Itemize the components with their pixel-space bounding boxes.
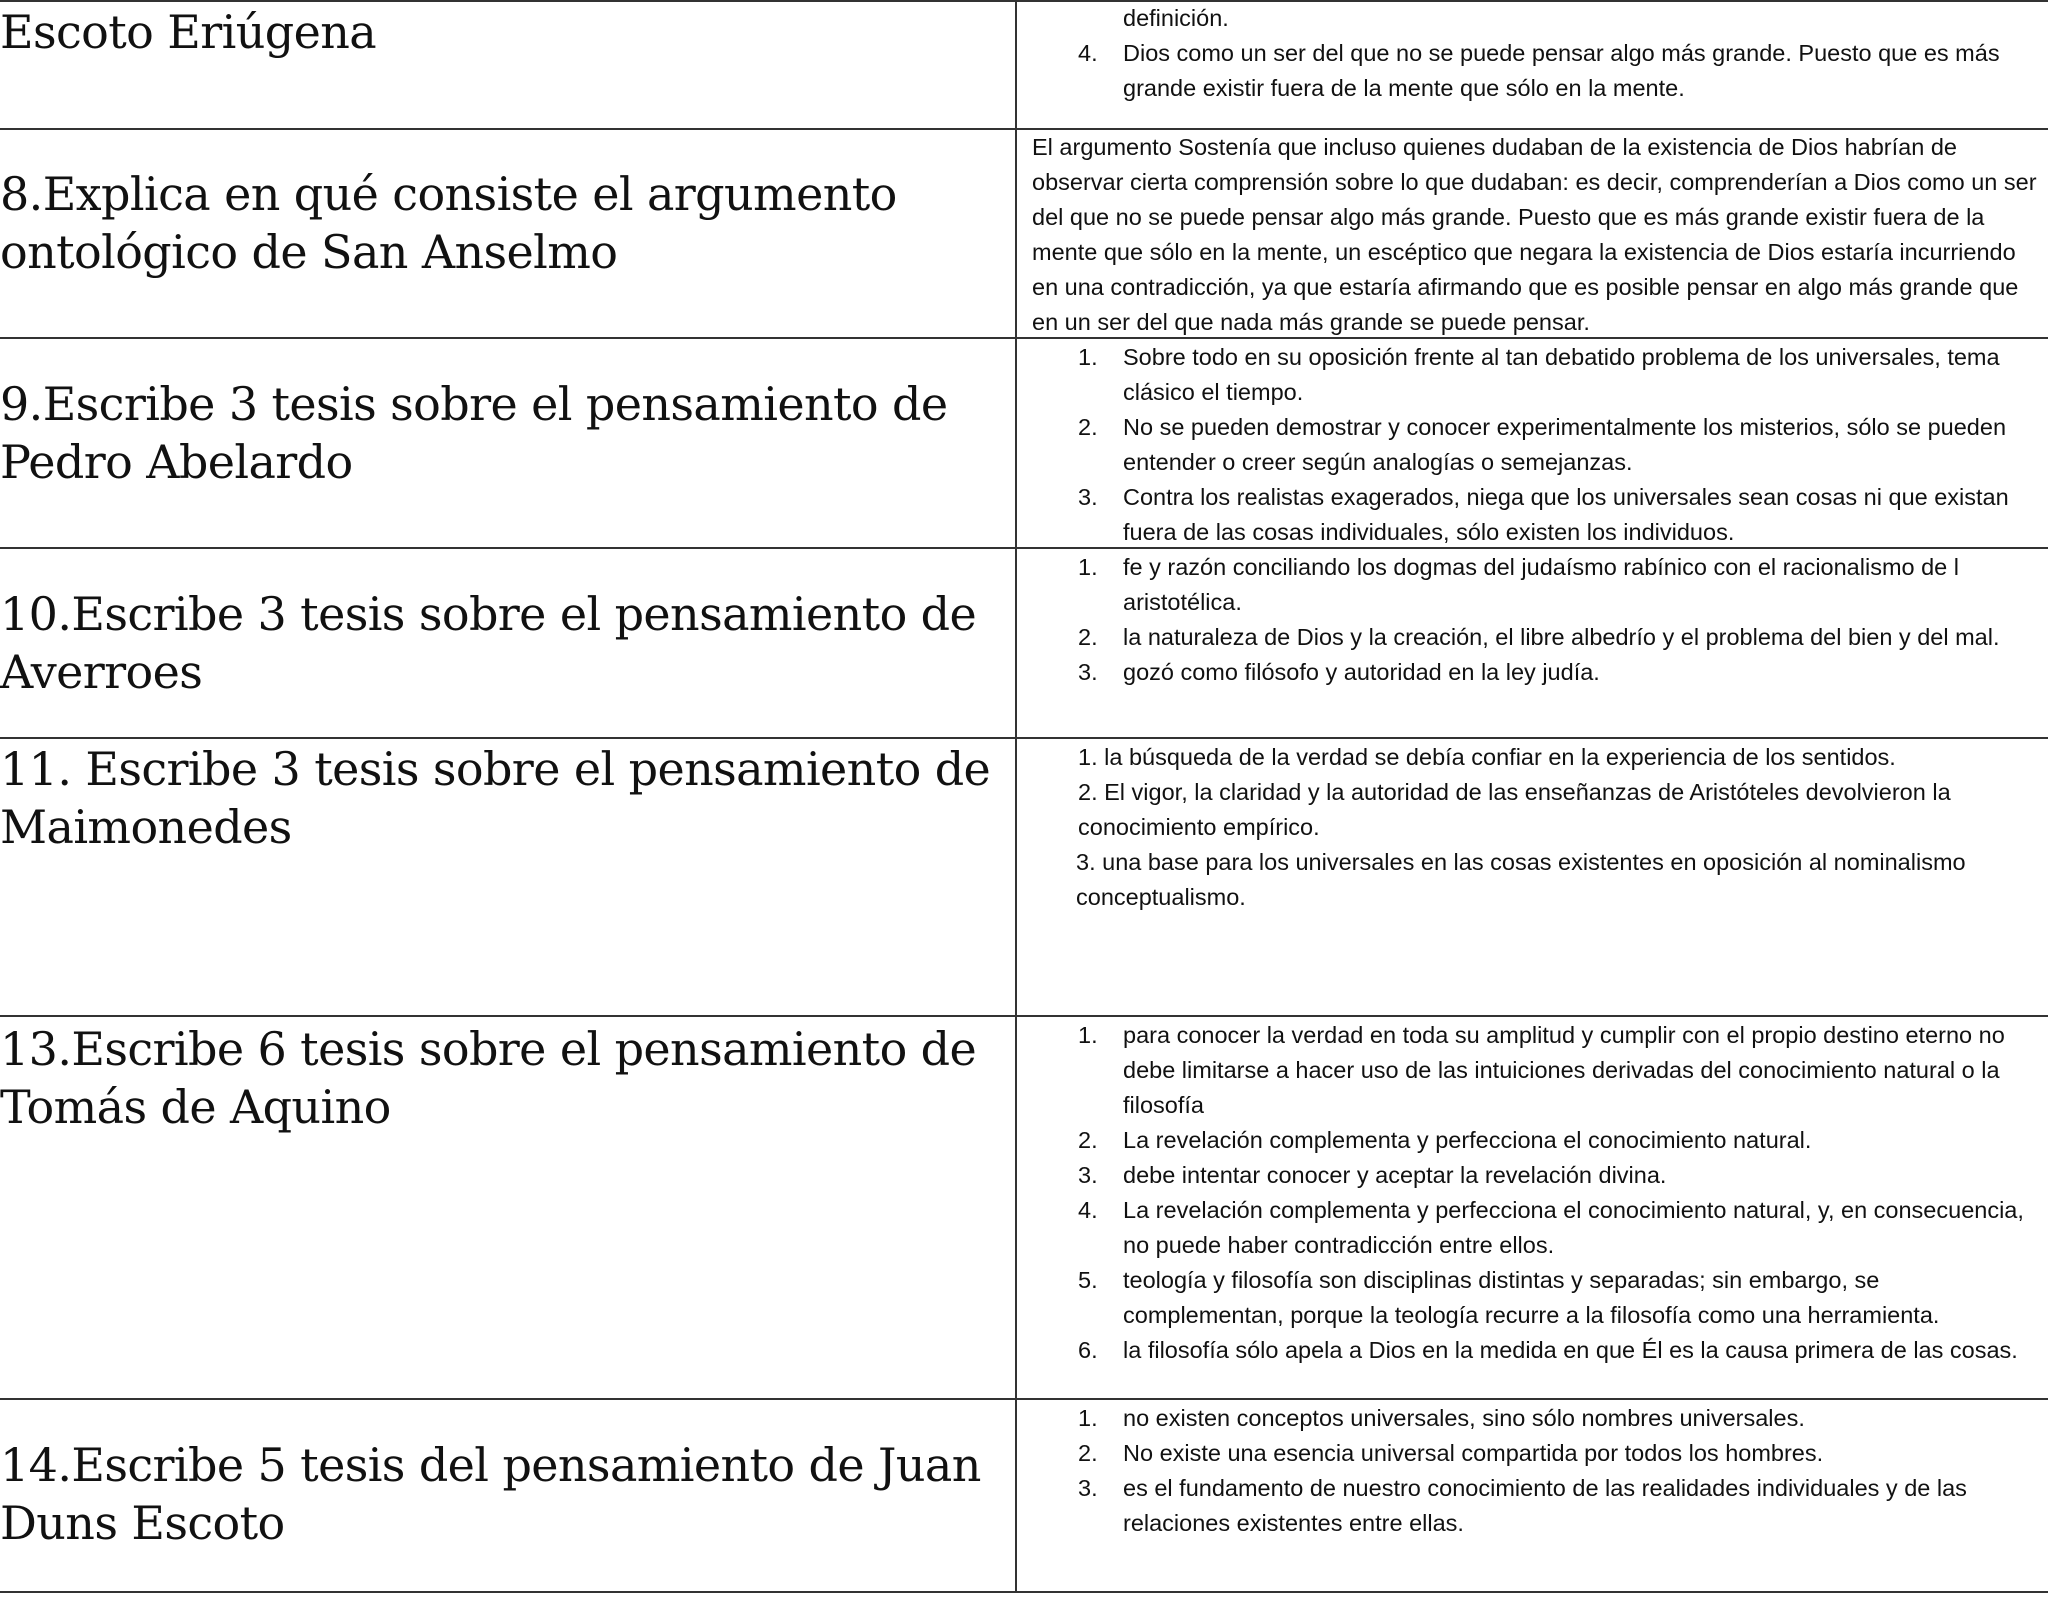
list-item: 1. la búsqueda de la verdad se debía confiar en la experiencia de los sentidos. bbox=[1078, 744, 1896, 770]
answer-list bbox=[1030, 1401, 2046, 1541]
list-item: 3. una base para los universales en las cosas existentes en oposición al nominalismo conceptualismo. bbox=[1076, 849, 1966, 910]
question-cell: 13.Escribe 6 tesis sobre el pensamiento de Tomás de Aquino bbox=[0, 1022, 977, 1134]
list-item: 5. teología y filosofía son disciplinas distintas y separadas; sin embargo, se complementan, porque la teología recurre a la filosofía como una herramienta. bbox=[1078, 1267, 1940, 1328]
list-item: 1. para conocer la verdad en toda su amplitud y cumplir con el propio destino eterno no debe limitarse a hacer uso de las intuiciones derivadas del conocimiento natural o la filosofía bbox=[1078, 1022, 2005, 1118]
row-border bbox=[0, 1015, 2048, 1017]
row-border bbox=[0, 737, 2048, 739]
row-border-bottom bbox=[0, 1591, 2048, 1593]
answer-list bbox=[1030, 550, 2046, 690]
list-item: 2. La revelación complementa y perfecciona el conocimiento natural. bbox=[1078, 1127, 1812, 1153]
answer-list bbox=[1030, 340, 2046, 550]
answer-cell bbox=[1032, 130, 2048, 340]
list-item: 1. fe y razón conciliando los dogmas del judaísmo rabínico con el racionalismo de l aristotélica. bbox=[1078, 554, 1960, 615]
answer-list bbox=[1030, 1018, 2046, 1368]
question-cell: 11. Escribe 3 tesis sobre el pensamiento de Maimonedes bbox=[0, 742, 991, 854]
list-item: 3. gozó como filósofo y autoridad en la ley judía. bbox=[1078, 659, 1600, 685]
list-item: 3. debe intentar conocer y aceptar la revelación divina. bbox=[1078, 1162, 1667, 1188]
answer-paragraph: El argumento Sostenía que incluso quienes dudaban de la existencia de Dios habrían de observar cierta comprensión sobre lo que dudaban: es decir, comprenderían a Dios como un ser del que no se puede pensar algo más grande. Puesto que es más grande existir fuera de la mente que sólo en la mente, un escéptico que negara la existencia de Dios estaría incurriendo en una contradicción, ya que estaría afirmando que es posible pensar en algo más grande que en un ser del que nada más grande se puede pensar. bbox=[1032, 134, 2037, 335]
list-item: definición. bbox=[1123, 5, 1229, 31]
answer-cell bbox=[1030, 1, 2046, 106]
list-item: 1. Sobre todo en su oposición frente al tan debatido problema de los universales, tema clásico el tiempo. bbox=[1078, 344, 2000, 405]
answer-cell bbox=[1030, 1018, 2046, 1368]
question-cell: 9.Escribe 3 tesis sobre el pensamiento de Pedro Abelardo bbox=[0, 377, 948, 489]
list-item: 2. No se pueden demostrar y conocer experimentalmente los misterios, sólo se pueden entender o creer según analogías o semejanzas. bbox=[1078, 414, 2007, 475]
list-item: 2. El vigor, la claridad y la autoridad de las enseñanzas de Aristóteles devolvieron la conocimiento empírico. bbox=[1078, 779, 1951, 840]
answer-cell bbox=[1030, 340, 2046, 550]
list-item: 4. Dios como un ser del que no se puede pensar algo más grande. Puesto que es más grande existir fuera de la mente que sólo en la mente. bbox=[1078, 40, 2000, 101]
question-cell: 14.Escribe 5 tesis del pensamiento de Juan Duns Escoto bbox=[0, 1438, 981, 1550]
list-item: 2. la naturaleza de Dios y la creación, el libre albedrío y el problema del bien y del mal. bbox=[1078, 624, 2000, 650]
answer-cell bbox=[1030, 740, 2046, 915]
list-item: 3. Contra los realistas exagerados, niega que los universales sean cosas ni que existan fuera de las cosas individuales, sólo existen los individuos. bbox=[1078, 484, 2009, 545]
answer-list bbox=[1030, 1, 2046, 106]
question-cell: 8.Explica en qué consiste el argumento ontológico de San Anselmo bbox=[0, 167, 897, 279]
row-border bbox=[0, 1398, 2048, 1400]
list-item: 1. no existen conceptos universales, sino sólo nombres universales. bbox=[1078, 1405, 1805, 1431]
list-item: 2. No existe una esencia universal compartida por todos los hombres. bbox=[1078, 1440, 1824, 1466]
list-item: 6. la filosofía sólo apela a Dios en la medida en que Él es la causa primera de las cosas. bbox=[1078, 1337, 2018, 1363]
answer-cell bbox=[1030, 1401, 2046, 1541]
column-divider bbox=[1015, 0, 1017, 1593]
list-item: 4. La revelación complementa y perfecciona el conocimiento natural, y, en consecuencia, no puede haber contradicción entre ellos. bbox=[1078, 1197, 2024, 1258]
question-cell: Escoto Eriúgena bbox=[0, 5, 377, 59]
answer-cell bbox=[1030, 550, 2046, 690]
question-cell: 10.Escribe 3 tesis sobre el pensamiento de Averroes bbox=[0, 587, 977, 699]
list-item: 3. es el fundamento de nuestro conocimiento de las realidades individuales y de las relaciones existentes entre ellas. bbox=[1078, 1475, 1967, 1536]
